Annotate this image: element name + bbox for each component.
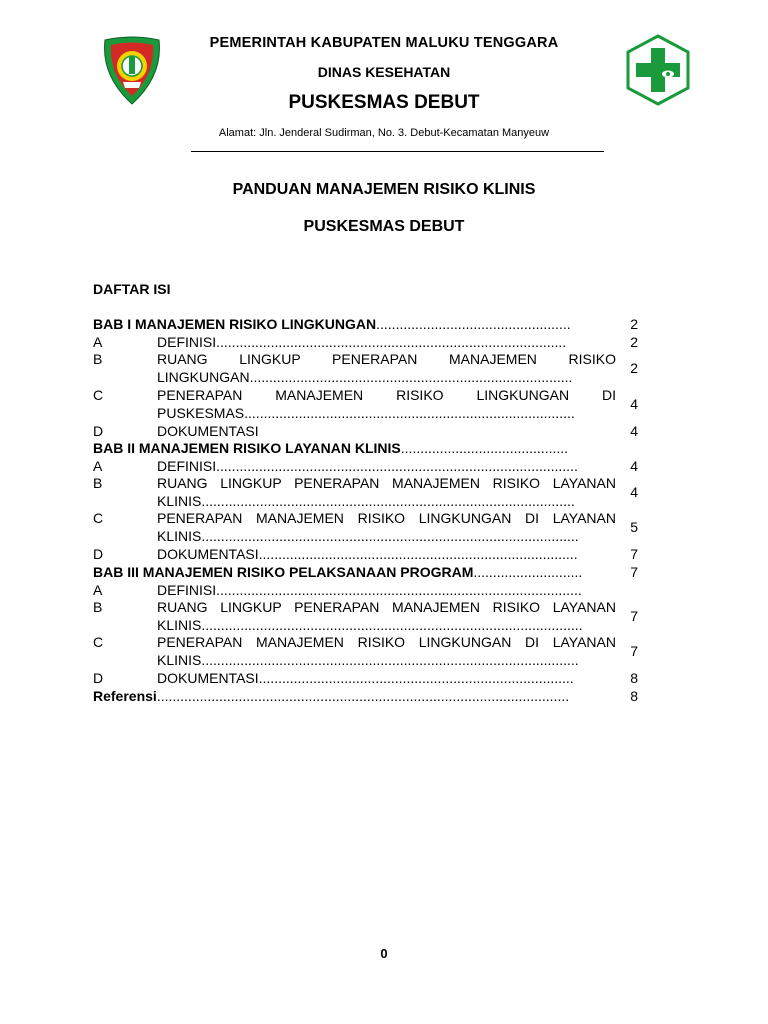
toc-entry: PENERAPAN MANAJEMEN RISIKO LINGKUNGAN DI LAYANAN — [157, 634, 616, 650]
toc-page: 4 — [630, 458, 638, 474]
toc-row — [0, 351, 768, 387]
toc-letter: C — [93, 387, 104, 403]
toc-page: 8 — [630, 670, 638, 686]
toc-row — [0, 634, 768, 670]
toc-entry-cont: LINGKUNGAN................................................................................... — [157, 369, 573, 385]
toc-page: 4 — [630, 484, 638, 500]
toc-letter: A — [93, 458, 103, 474]
toc-row — [0, 670, 768, 688]
toc-entry: RUANG LINGKUP PENERAPAN MANAJEMEN RISIKO — [157, 351, 616, 367]
toc-leader: .......................................................................................................... — [156, 688, 570, 704]
toc-row — [0, 458, 768, 476]
toc-entry: DOKUMENTASI................................................................................. — [157, 670, 574, 686]
toc-row — [0, 387, 768, 423]
toc-entry-cont: KLINIS................................................................................................. — [157, 652, 579, 668]
toc-row — [93, 440, 638, 458]
header-address: Alamat: Jln. Jenderal Sudirman, No. 3. Debut-Kecamatan Manyeuw — [218, 127, 550, 139]
document-title: PANDUAN MANAJEMEN RISIKO KLINIS — [232, 181, 536, 198]
toc-letter: B — [93, 475, 103, 491]
toc-row — [0, 546, 768, 564]
toc-entry: PENERAPAN MANAJEMEN RISIKO LINGKUNGAN DI — [157, 387, 616, 403]
header-institution: PUSKESMAS DEBUT — [288, 92, 480, 113]
toc-row — [93, 564, 638, 582]
toc-page: 8 — [630, 688, 638, 704]
toc-chapter-title: BAB II MANAJEMEN RISIKO LAYANAN KLINIS — [93, 440, 401, 456]
toc-page: 4 — [630, 396, 638, 412]
toc-entry: DEFINISI.............................................................................................. — [157, 582, 582, 598]
toc-heading: DAFTAR ISI — [93, 281, 171, 297]
toc-row — [93, 688, 638, 706]
toc-letter: D — [93, 423, 104, 439]
toc-page: 4 — [630, 423, 638, 439]
toc-leader: ........................................... — [400, 440, 569, 456]
header-divider — [191, 151, 604, 152]
toc-letter: D — [93, 546, 104, 562]
toc-chapter-title: BAB I MANAJEMEN RISIKO LINGKUNGAN — [93, 316, 377, 332]
toc-row — [93, 316, 638, 334]
toc-letter: D — [93, 670, 104, 686]
toc-entry-cont: PUSKESMAS..................................................................................... — [157, 405, 575, 421]
toc-entry: DEFINISI............................................................................................. — [157, 458, 578, 474]
header-department: DINAS KESEHATAN — [317, 64, 451, 80]
toc-letter: A — [93, 582, 103, 598]
toc-row — [0, 599, 768, 635]
page-number: 0 — [380, 946, 388, 961]
toc-letter: C — [93, 510, 104, 526]
toc-entry: RUANG LINGKUP PENERAPAN MANAJEMEN RISIKO LAYANAN — [157, 599, 616, 615]
toc-chapter-title: BAB III MANAJEMEN RISIKO PELAKSANAAN PROGRAM — [93, 564, 474, 580]
toc-entry-cont: KLINIS.................................................................................................. — [157, 617, 583, 633]
toc-page: 7 — [630, 643, 638, 659]
toc-page: 7 — [630, 564, 638, 580]
toc-entry: DOKUMENTASI — [157, 423, 259, 439]
toc-entry: DOKUMENTASI.................................................................................. — [157, 546, 578, 562]
toc-leader: .................................................. — [376, 316, 571, 332]
toc-chapter-title: Referensi — [93, 688, 157, 704]
toc-page: 7 — [630, 608, 638, 624]
header-government: PEMERINTAH KABUPATEN MALUKU TENGGARA — [209, 35, 559, 51]
toc-page: 7 — [630, 546, 638, 562]
toc-entry: DEFINISI.......................................................................................... — [157, 334, 567, 350]
toc-row — [0, 334, 768, 352]
toc-page: 5 — [630, 519, 638, 535]
toc-row — [0, 582, 768, 600]
document-subtitle: PUSKESMAS DEBUT — [303, 218, 465, 235]
toc-letter: B — [93, 599, 103, 615]
toc-page: 2 — [630, 334, 638, 350]
toc-entry-cont: KLINIS................................................................................................. — [157, 528, 579, 544]
toc-entry: RUANG LINGKUP PENERAPAN MANAJEMEN RISIKO LAYANAN — [157, 475, 616, 491]
toc-letter: A — [93, 334, 103, 350]
toc-row — [0, 510, 768, 546]
toc-page: 2 — [630, 360, 638, 376]
toc-letter: B — [93, 351, 103, 367]
toc-letter: C — [93, 634, 104, 650]
toc-row — [0, 475, 768, 511]
toc-leader: ............................ — [473, 564, 583, 580]
toc-row — [0, 423, 768, 441]
toc-entry-cont: KLINIS................................................................................................ — [157, 493, 575, 509]
toc-page: 2 — [630, 316, 638, 332]
toc-entry: PENERAPAN MANAJEMEN RISIKO LINGKUNGAN DI LAYANAN — [157, 510, 616, 526]
